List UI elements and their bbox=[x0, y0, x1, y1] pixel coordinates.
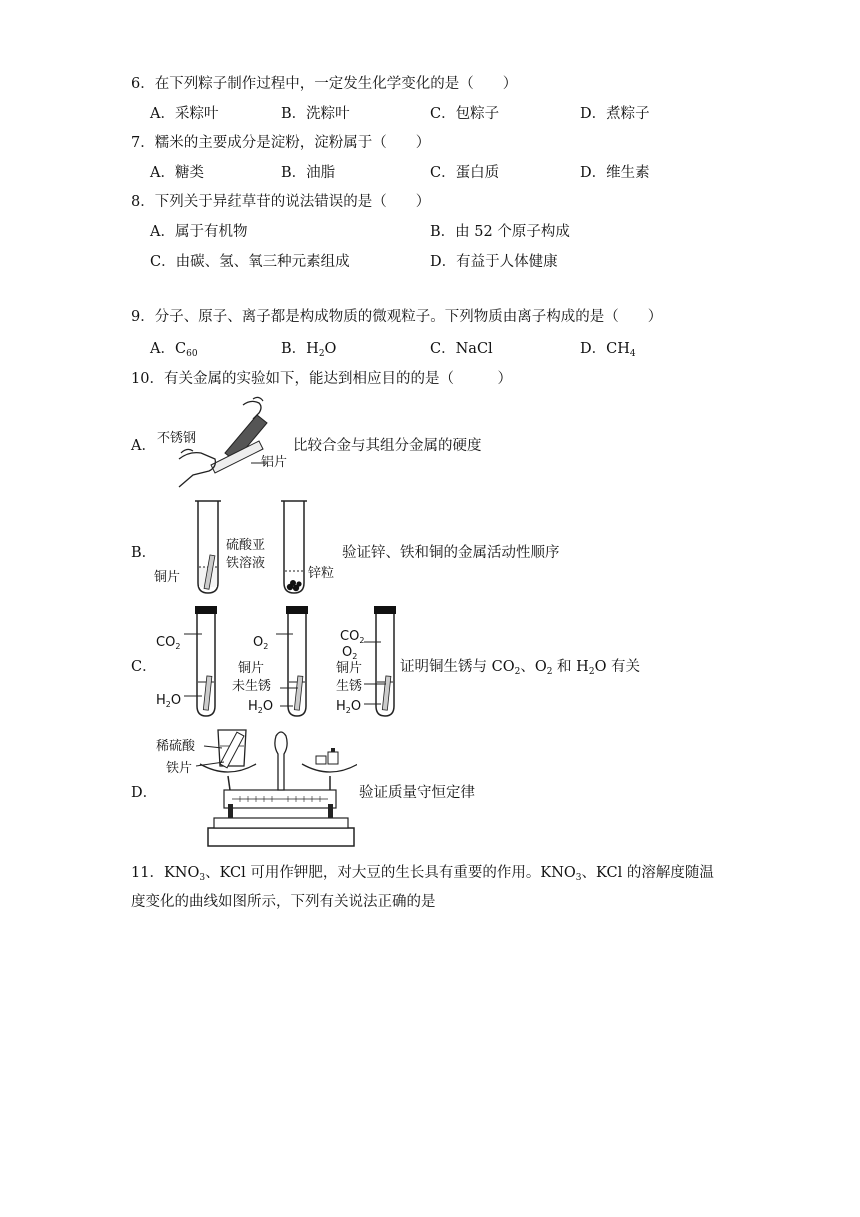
o2-label-2: $O_2$ bbox=[253, 635, 269, 651]
q7-option-c: C．蛋白质 bbox=[430, 165, 500, 181]
q6-stem: 6．在下列粽子制作过程中，一定发生化学变化的是（ ） bbox=[131, 76, 518, 92]
mass-conservation-figure bbox=[152, 726, 357, 850]
co2-label-3: $CO_2$ bbox=[340, 629, 365, 645]
q6-option-b: B．洗粽叶 bbox=[281, 106, 350, 122]
q7-option-a: A．糖类 bbox=[150, 165, 204, 181]
q7-option-b: B．油脂 bbox=[281, 165, 336, 181]
q10-option-b-desc: 验证锌、铁和铜的金属活动性顺序 bbox=[342, 545, 560, 561]
copper-label-3: 铜片 bbox=[336, 661, 363, 676]
q6-option-d: D．煮粽子 bbox=[580, 106, 650, 122]
no-rust-label: 未生锈 bbox=[232, 679, 272, 694]
q8-stem: 8．下列关于异荭草苷的说法错误的是（ ） bbox=[131, 194, 431, 210]
solution-label-2: 铁溶液 bbox=[226, 556, 266, 571]
q8-option-c: C．由碳、氢、氧三种元素组成 bbox=[150, 254, 350, 270]
h2o-label-1: $H_2O$ bbox=[156, 693, 182, 709]
q8-option-b: B．由 52 个原子构成 bbox=[430, 224, 570, 240]
aluminum-label: 铝片 bbox=[261, 455, 288, 470]
copper-label: 铜片 bbox=[154, 570, 181, 585]
q9-option-d: D．$CH_4$ bbox=[580, 341, 636, 359]
q10-option-d-letter: D． bbox=[131, 785, 158, 801]
co2-label-1: $CO_2$ bbox=[156, 635, 181, 651]
iron-label: 铁片 bbox=[166, 761, 193, 776]
q10-option-c-letter: C． bbox=[131, 659, 157, 675]
q10-option-d-desc: 验证质量守恒定律 bbox=[359, 785, 475, 801]
o2-label-3: $O_2$ bbox=[342, 645, 358, 661]
q7-stem: 7．糯米的主要成分是淀粉，淀粉属于（ ） bbox=[131, 135, 431, 151]
q8-option-d: D．有益于人体健康 bbox=[430, 254, 558, 270]
steel-label: 不锈钢 bbox=[157, 431, 197, 446]
rust-experiment-figure bbox=[150, 604, 402, 720]
hardness-experiment-figure bbox=[155, 393, 295, 493]
q8-option-a: A．属于有机物 bbox=[150, 224, 248, 240]
q10-option-a-letter: A． bbox=[131, 438, 156, 454]
q9-option-c: C．NaCl bbox=[430, 341, 493, 357]
q11-stem-line1: 11．$KNO_3$、KCl 可用作钾肥，对大豆的生长具有重要的作用。$KNO_3$、KCl 的溶解度随温 bbox=[131, 865, 714, 883]
q11-stem-line2: 度变化的曲线如图所示，下列有关说法正确的是 bbox=[131, 894, 436, 910]
acid-label: 稀硫酸 bbox=[156, 739, 196, 754]
activity-experiment-figure bbox=[150, 497, 345, 597]
q6-option-a: A．采粽叶 bbox=[150, 106, 219, 122]
q9-option-b: B．$H_2O$ bbox=[281, 341, 337, 359]
zinc-label: 锌粒 bbox=[308, 566, 335, 581]
q10-option-a-desc: 比较合金与其组分金属的硬度 bbox=[293, 438, 482, 454]
q10-stem: 10．有关金属的实验如下，能达到相应目的的是（ ） bbox=[131, 371, 512, 387]
h2o-label-3: $H_2O$ bbox=[336, 699, 362, 715]
copper-label-2: 铜片 bbox=[238, 661, 265, 676]
q7-option-d: D．维生素 bbox=[580, 165, 650, 181]
q9-stem: 9．分子、原子、离子都是构成物质的微观粒子。下列物质由离子构成的是（ ） bbox=[131, 309, 663, 325]
rust-label: 生锈 bbox=[336, 679, 363, 694]
q10-option-c-desc: 证明铜生锈与 $CO_2$、$O_2$ 和 $H_2O$ 有关 bbox=[400, 659, 641, 677]
q9-option-a: A．$C_{60}$ bbox=[150, 341, 198, 359]
q10-option-b-letter: B． bbox=[131, 545, 157, 561]
q6-option-c: C．包粽子 bbox=[430, 106, 500, 122]
h2o-label-2: $H_2O$ bbox=[248, 699, 274, 715]
solution-label-1: 硫酸亚 bbox=[226, 538, 266, 553]
